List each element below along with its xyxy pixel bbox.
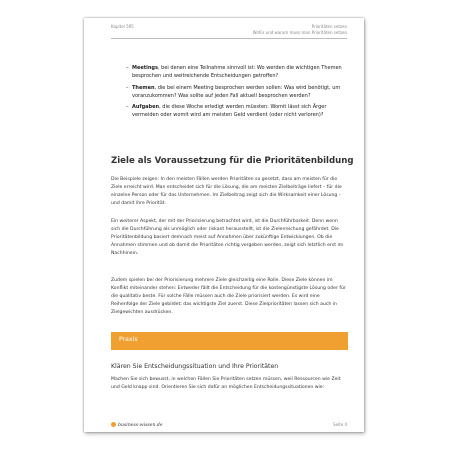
logo-dot-icon	[111, 422, 116, 427]
bullet-term: Themen	[132, 84, 155, 91]
bullet-text: , die diese Woche erledigt werden müssten: Womit lässt sich Ärger vermeiden oder womit wird am meisten Geld verdient (oder nicht verloren)?	[132, 104, 327, 119]
praxis-banner	[111, 332, 348, 350]
praxis-label: Praxis	[119, 336, 138, 343]
subheading: Klären Sie Entscheidungssituation und Ihre Prioritäten	[111, 363, 279, 370]
page-header	[111, 24, 347, 39]
list-item: – Meetings, bei denen eine Teilnahme sinnvoll ist: Wo werden die wichtigen Themen besprochen und weitreichende Entscheidungen getroffen?	[126, 65, 342, 80]
page-number: Seite 4	[333, 422, 347, 427]
logo-text: business-wissen.de	[118, 423, 163, 428]
bullet-term: Aufgaben	[132, 104, 160, 111]
header-title: Prioritäten setzen	[311, 24, 347, 29]
paragraph: Die Beispiele zeigen: In den meisten Fällen werden Prioritäten so gesetzt, dass am meisten für die Ziele erreicht wird. Man entscheidet sich für die Lösung, die am meisten Zielbeiträge liefert – für die einzelne Person oder für das Unternehmen. Im Zielbeitrag zeigt sich die Wirksamkeit einer Lösung – und damit ihre Priorität.	[111, 177, 342, 206]
list-item: – Aufgaben, die diese Woche erledigt werden müssten: Womit lässt sich Ärger vermeiden oder womit wird am meisten Geld verdient (oder nicht verloren)?	[126, 104, 327, 119]
brand-logo	[111, 422, 163, 428]
paragraph: Machen Sie sich bewusst, in welchen Fällen Sie Prioritäten setzen müssen, weil Ressourcen wie Zeit und Geld knapp sind. Orientieren Sie sich dafür an möglichen Entscheidungssituationen wie:	[111, 377, 341, 390]
paragraph: Ein weiterer Aspekt, der mit der Priorisierung betrachtet wird, ist die Durchführbarkeit. Denn wenn sich die Durchführung als unmöglich oder riskant herausstellt, ist die Zielerreichung gefährdet. Die Prioritätenbildung basiert demnach meist auf Annahmen über zukünftige Entwicklungen. Ob die Annahmen stimmen und ob damit die Prioritäten richtig vergeben werden, zeigt sich letztlich erst im Nachhinein.	[111, 219, 344, 256]
header-subtitle: Wofür und warum muss man Prioritäten setzen	[252, 30, 347, 35]
chapter-label: Kapitel 595	[111, 24, 134, 29]
list-item: – Themen, die bei einem Meeting besprochen werden sollen: Was wird benötigt, um voranzukommen? Was sollte auf jeden Fall aktuell besprochen werden?	[126, 84, 341, 99]
section-heading: Ziele als Voraussetzung für die Prioritätenbildung	[111, 156, 354, 166]
bullet-text: , bei denen eine Teilnahme sinnvoll ist: Wo werden die wichtigen Themen besprochen und weitreichende Entscheidungen getroffen?	[132, 65, 342, 80]
bullet-text: , die bei einem Meeting besprochen werden sollen: Was wird benötigt, um voranzukommen? Was sollte auf jeden Fall aktuell besprochen werden?	[132, 84, 341, 99]
document-page	[84, 18, 364, 432]
bullet-term: Meetings	[132, 65, 158, 71]
paragraph: Zudem spielen bei der Priorisierung mehrere Ziele gleichzeitig eine Rolle. Diese Ziele können im Konflikt miteinander stehen: Entweder fällt die Entscheidung für die kostengünstigste Lösung oder für die qualitativ beste. Für solche Fälle müssen auch die Ziele priorisiert werden. Es wird eine Reihenfolge der Ziele gebildet; das wichtigste Ziel zuerst. Diese Zielprioritäten lassen sich auch in Zielgewichten ausdrücken.	[111, 278, 346, 315]
bullet-list	[128, 64, 350, 123]
